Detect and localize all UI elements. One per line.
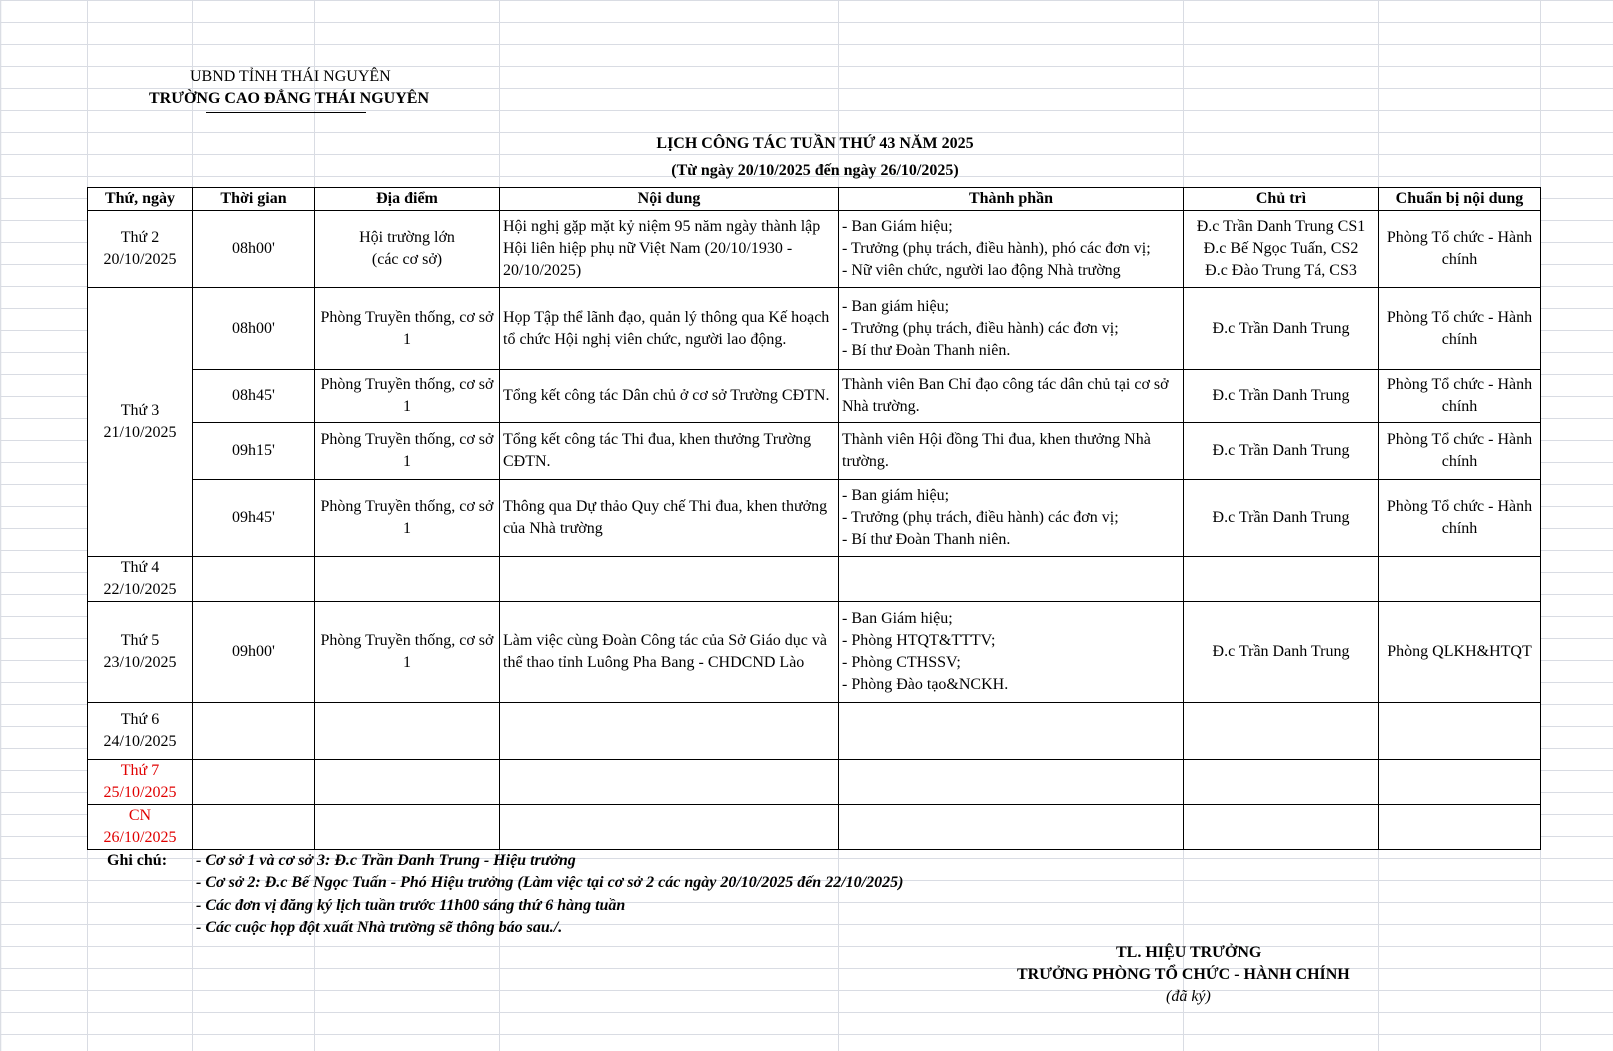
- time-cell: 09h45': [193, 480, 315, 557]
- empty-cell: [315, 760, 500, 805]
- empty-cell: [315, 703, 500, 760]
- empty-cell: [1379, 703, 1541, 760]
- empty-cell: [1379, 557, 1541, 602]
- day-cell: Thứ 5 23/10/2025: [88, 602, 193, 703]
- empty-cell: [500, 805, 839, 850]
- members-cell: Thành viên Hội đồng Thi đua, khen thưởng Nhà trường.: [839, 423, 1184, 480]
- place-cell: Phòng Truyền thống, cơ sở 1: [315, 370, 500, 423]
- time-cell: 08h00': [193, 288, 315, 370]
- note-item: - Cơ sở 2: Đ.c Bế Ngọc Tuấn - Phó Hiệu trưởng (Làm việc tại cơ sở 2 các ngày 20/10/2025 đến 22/10/2025): [196, 874, 904, 891]
- col-header-day: Thứ, ngày: [88, 188, 193, 211]
- time-cell: 09h15': [193, 423, 315, 480]
- signature-position: TRƯỞNG PHÒNG TỔ CHỨC - HÀNH CHÍNH: [1017, 966, 1350, 983]
- prep-cell: Phòng Tổ chức - Hành chính: [1379, 370, 1541, 423]
- empty-cell: [500, 703, 839, 760]
- day-cell: Thứ 6 24/10/2025: [88, 703, 193, 760]
- col-header-members: Thành phần: [839, 188, 1184, 211]
- empty-cell: [1379, 805, 1541, 850]
- day-cell: Thứ 3 21/10/2025: [88, 288, 193, 557]
- note-item: - Các cuộc họp đột xuất Nhà trường sẽ thông báo sau./.: [196, 919, 563, 936]
- table-row: [88, 557, 1541, 602]
- prep-cell: Phòng QLKH&HTQT: [1379, 602, 1541, 703]
- table-row: [88, 760, 1541, 805]
- empty-cell: [1184, 805, 1379, 850]
- col-header-prep: Chuẩn bị nội dung: [1379, 188, 1541, 211]
- header-row: [88, 188, 1541, 211]
- chair-cell: Đ.c Trần Danh Trung: [1184, 602, 1379, 703]
- content-cell: Họp Tập thể lãnh đạo, quản lý thông qua Kế hoạch tổ chức Hội nghị viên chức, người lao động.: [500, 288, 839, 370]
- signature-title: TL. HIỆU TRƯỞNG: [1116, 944, 1262, 961]
- schedule-table: [87, 187, 1541, 850]
- empty-cell: [839, 703, 1184, 760]
- empty-cell: [839, 557, 1184, 602]
- empty-cell: [193, 760, 315, 805]
- prep-cell: Phòng Tổ chức - Hành chính: [1379, 423, 1541, 480]
- time-cell: 09h00': [193, 602, 315, 703]
- content-cell: Thông qua Dự thảo Quy chế Thi đua, khen thưởng của Nhà trường: [500, 480, 839, 557]
- prep-cell: Phòng Tổ chức - Hành chính: [1379, 211, 1541, 288]
- col-header-time: Thời gian: [193, 188, 315, 211]
- page-title: LỊCH CÔNG TÁC TUẦN THỨ 43 NĂM 2025: [656, 135, 974, 152]
- place-cell: Phòng Truyền thống, cơ sở 1: [315, 602, 500, 703]
- empty-cell: [500, 557, 839, 602]
- org-underline: [206, 112, 366, 113]
- table-row: [88, 423, 1541, 480]
- day-cell: Thứ 4 22/10/2025: [88, 557, 193, 602]
- note-item: - Các đơn vị đăng ký lịch tuần trước 11h00 sáng thứ 6 hàng tuần: [196, 897, 626, 914]
- chair-cell: Đ.c Trần Danh Trung CS1 Đ.c Bế Ngọc Tuấn, CS2 Đ.c Đào Trung Tá, CS3: [1184, 211, 1379, 288]
- page-subtitle: (Từ ngày 20/10/2025 đến ngày 26/10/2025): [671, 162, 959, 179]
- place-cell: Phòng Truyền thống, cơ sở 1: [315, 423, 500, 480]
- empty-cell: [839, 805, 1184, 850]
- place-cell: Hội trường lớn (các cơ sở): [315, 211, 500, 288]
- empty-cell: [500, 760, 839, 805]
- note-item: - Cơ sở 1 và cơ sở 3: Đ.c Trần Danh Trung - Hiệu trưởng: [196, 852, 576, 869]
- table-row: [88, 480, 1541, 557]
- empty-cell: [1379, 760, 1541, 805]
- chair-cell: Đ.c Trần Danh Trung: [1184, 423, 1379, 480]
- members-cell: Thành viên Ban Chỉ đạo công tác dân chủ tại cơ sở Nhà trường.: [839, 370, 1184, 423]
- day-cell: CN 26/10/2025: [88, 805, 193, 850]
- content-cell: Tổng kết công tác Dân chủ ở cơ sở Trường CĐTN.: [500, 370, 839, 423]
- empty-cell: [193, 703, 315, 760]
- table-row: [88, 211, 1541, 288]
- table-row: [88, 602, 1541, 703]
- time-cell: 08h45': [193, 370, 315, 423]
- place-cell: Phòng Truyền thống, cơ sở 1: [315, 480, 500, 557]
- col-header-chair: Chủ trì: [1184, 188, 1379, 211]
- empty-cell: [193, 805, 315, 850]
- empty-cell: [315, 805, 500, 850]
- col-header-content: Nội dung: [500, 188, 839, 211]
- prep-cell: Phòng Tổ chức - Hành chính: [1379, 288, 1541, 370]
- org-name: TRƯỜNG CAO ĐẲNG THÁI NGUYÊN: [149, 90, 430, 107]
- day-cell: Thứ 2 20/10/2025: [88, 211, 193, 288]
- empty-cell: [1184, 557, 1379, 602]
- content-cell: Hội nghị gặp mặt kỷ niệm 95 năm ngày thành lập Hội liên hiệp phụ nữ Việt Nam (20/10/1930 - 20/10/2025): [500, 211, 839, 288]
- chair-cell: Đ.c Trần Danh Trung: [1184, 288, 1379, 370]
- table-row: [88, 370, 1541, 423]
- day-cell: Thứ 7 25/10/2025: [88, 760, 193, 805]
- chair-cell: Đ.c Trần Danh Trung: [1184, 480, 1379, 557]
- content-cell: Làm việc cùng Đoàn Công tác của Sở Giáo dục và thể thao tỉnh Luông Pha Bang - CHDCND Lào: [500, 602, 839, 703]
- content-cell: Tổng kết công tác Thi đua, khen thưởng Trường CĐTN.: [500, 423, 839, 480]
- members-cell: - Ban Giám hiệu; - Trưởng (phụ trách, điều hành), phó các đơn vị; - Nữ viên chức, người lao động Nhà trường: [839, 211, 1184, 288]
- signature-status: (đã ký): [1166, 988, 1211, 1005]
- chair-cell: Đ.c Trần Danh Trung: [1184, 370, 1379, 423]
- place-cell: Phòng Truyền thống, cơ sở 1: [315, 288, 500, 370]
- table-row: [88, 805, 1541, 850]
- col-header-place: Địa điểm: [315, 188, 500, 211]
- empty-cell: [193, 557, 315, 602]
- table-row: [88, 703, 1541, 760]
- empty-cell: [315, 557, 500, 602]
- notes-label: Ghi chú:: [107, 852, 168, 869]
- empty-cell: [839, 760, 1184, 805]
- prep-cell: Phòng Tổ chức - Hành chính: [1379, 480, 1541, 557]
- org-parent: UBND TỈNH THÁI NGUYÊN: [190, 68, 391, 85]
- members-cell: - Ban Giám hiệu; - Phòng HTQT&TTTV; - Phòng CTHSSV; - Phòng Đào tạo&NCKH.: [839, 602, 1184, 703]
- table-row: [88, 288, 1541, 370]
- members-cell: - Ban giám hiệu; - Trưởng (phụ trách, điều hành) các đơn vị; - Bí thư Đoàn Thanh niên.: [839, 480, 1184, 557]
- empty-cell: [1184, 703, 1379, 760]
- time-cell: 08h00': [193, 211, 315, 288]
- empty-cell: [1184, 760, 1379, 805]
- members-cell: - Ban giám hiệu; - Trưởng (phụ trách, điều hành) các đơn vị; - Bí thư Đoàn Thanh niên.: [839, 288, 1184, 370]
